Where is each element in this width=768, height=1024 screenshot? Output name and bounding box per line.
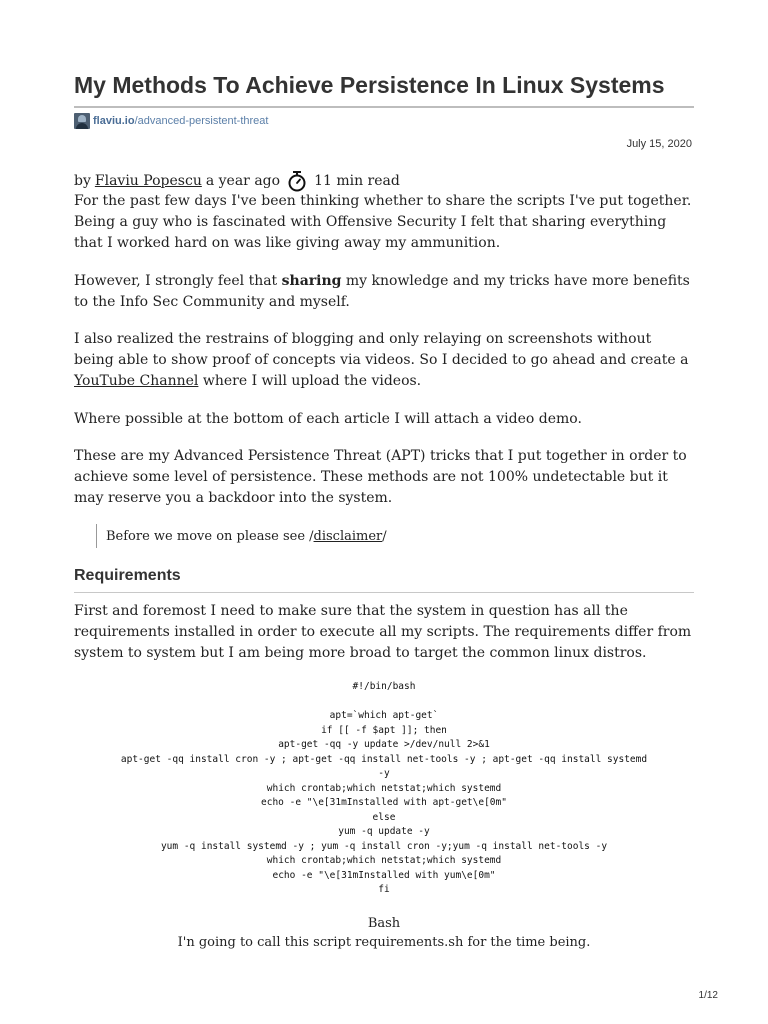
code-line: -y [378, 768, 390, 779]
code-line: echo -e "\e[31mInstalled with apt-get\e[0m" [261, 797, 507, 808]
article-title: My Methods To Achieve Persistence In Linux Systems [74, 72, 665, 98]
youtube-channel-link[interactable]: YouTube Channel [74, 373, 199, 389]
code-line: if [[ -f $apt ]]; then [321, 724, 447, 736]
intro-paragraph: For the past few days I've been thinking whether to share the scripts I've put together. Being a guy who is fascinated with Offensive Security I felt that sharing everything that I worked hard on was like giving away my ammunition. [74, 193, 692, 251]
code-language-label: Bash [367, 916, 401, 931]
disclaimer-link[interactable]: disclaimer [313, 528, 383, 544]
code-line: which crontab;which netstat;which systemd [266, 782, 502, 794]
code-line: echo -e "\e[31mInstalled with yum\e[0m" [272, 869, 496, 881]
section-heading: Requirements [74, 567, 181, 584]
code-line: else [372, 811, 396, 823]
byline [74, 170, 694, 192]
quote-text-before: Before we move on please see / [106, 528, 314, 544]
sharing-text-before: However, I strongly feel that [74, 273, 282, 289]
youtube-paragraph [74, 329, 694, 392]
quote-text-after: / [382, 528, 387, 544]
stopwatch-icon [286, 170, 308, 192]
section-divider [74, 592, 694, 593]
code-line: apt-get -qq install cron -y ; apt-get -qq install net-tools -y ; apt-get -qq install systemd [120, 753, 648, 765]
apt-paragraph: These are my Advanced Persistence Threat (APT) tricks that I put together in order to achieve some level of persistence. These methods are not 100% undetectable but it may reserve you a backdoor into the system. [74, 448, 687, 506]
title-divider [74, 106, 694, 108]
sharing-text-after: my knowledge and my tricks have more benefits to the Info Sec Community and myself. [74, 273, 690, 310]
code-block [74, 680, 694, 898]
site-favicon-icon [74, 113, 90, 129]
requirements-paragraph: First and foremost I need to make sure that the system in question has all the requirements installed in order to execute all my scripts. The requirements differ from system to system but I am being more broad to target the common linux distros. [74, 603, 692, 661]
read-time: 11 min read [314, 172, 400, 189]
code-line [74, 695, 694, 710]
code-line: apt-get -qq -y update >/dev/null 2>&1 [278, 739, 490, 750]
page-number: 1/12 [698, 990, 718, 1001]
publish-date: July 15, 2020 [626, 138, 692, 150]
code-line: #!/bin/bash [352, 681, 416, 692]
source-domain: flaviu.io [93, 115, 135, 127]
youtube-text-before: I also realized the restrains of blogging and only relaying on screenshots without being able to show proof of concepts via videos. So I decided to go ahead and create a [74, 331, 689, 368]
code-line: apt=`which apt-get` [329, 710, 439, 721]
sharing-bold-word: sharing [281, 273, 342, 289]
code-line: yum -q update -y [338, 826, 430, 837]
code-line: yum -q install systemd -y ; yum -q install cron -y;yum -q install net-tools -y [160, 840, 608, 852]
code-line: fi [378, 884, 390, 895]
youtube-text-after: where I will upload the videos. [198, 373, 422, 389]
video-demo-paragraph: Where possible at the bottom of each article I will attach a video demo. [74, 411, 582, 427]
source-path: /advanced-persistent-threat [134, 115, 269, 127]
code-caption: I'n going to call this script requirements.sh for the time being. [177, 935, 591, 950]
byline-by: by [74, 172, 91, 189]
sharing-paragraph [74, 271, 694, 313]
byline-time-ago: a year ago [205, 172, 281, 189]
author-link[interactable]: Flaviu Popescu [94, 172, 202, 189]
source-link[interactable] [74, 112, 268, 130]
code-line: which crontab;which netstat;which systemd [266, 855, 502, 866]
disclaimer-quote [96, 524, 387, 548]
